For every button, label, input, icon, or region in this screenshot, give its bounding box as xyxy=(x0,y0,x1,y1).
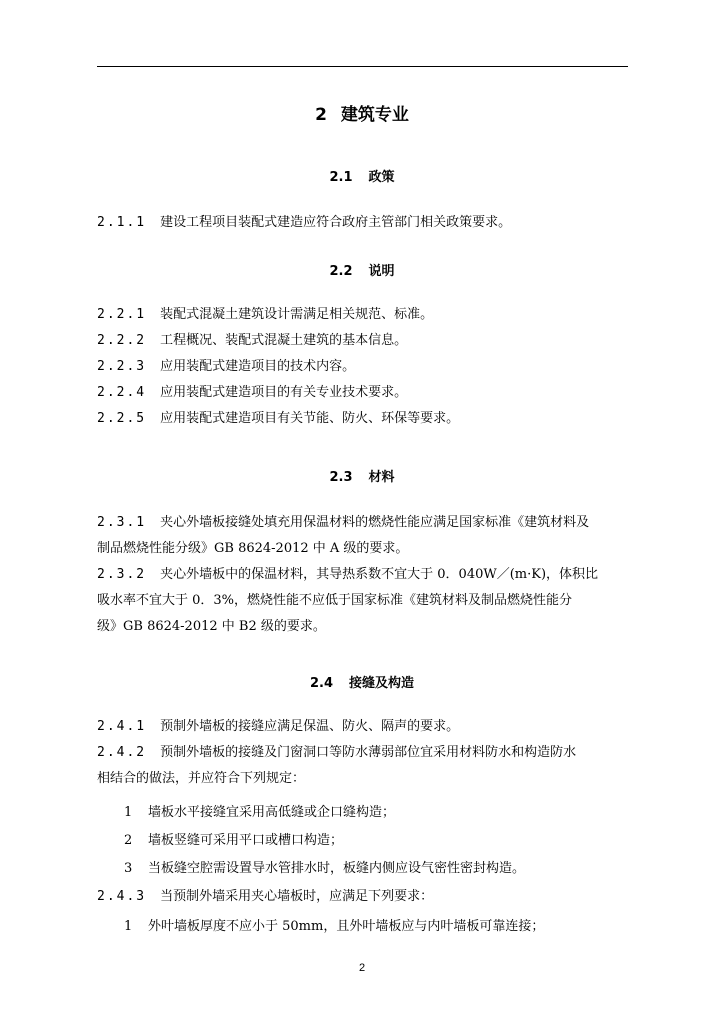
section-number: 2.4 xyxy=(309,676,333,691)
section-number: 2.2 xyxy=(329,264,353,279)
clause-number: 2.3.2 xyxy=(97,567,147,582)
clause-number: 2.2.2 xyxy=(97,333,147,348)
clause-2-2-1 xyxy=(97,302,628,328)
list-item-text: 墙板竖缝可采用平口或槽口构造； xyxy=(148,833,344,848)
chapter-heading xyxy=(0,100,724,125)
clause-text: 应用装配式建造项目的有关专业技术要求。 xyxy=(160,385,408,400)
section-title: 材料 xyxy=(368,470,395,485)
section-heading-2-4 xyxy=(0,672,724,691)
clause-number: 2.4.3 xyxy=(97,889,147,904)
clause-number: 2.2.4 xyxy=(97,385,147,400)
clause-number: 2.1.1 xyxy=(97,215,147,230)
clause-2-3-1-continuation: 制品燃烧性能分级》GB 8624-2012 中 A 级的要求。 xyxy=(97,541,409,556)
clause-text: 夹心外墙板接缝处填充用保温材料的燃烧性能应满足国家标准《建筑材料及 xyxy=(160,515,590,530)
clause-text: 夹心外墙板中的保温材料，其导热系数不宜大于 0．040W／(m·K)，体积比 xyxy=(160,567,599,582)
clause-text: 工程概况、装配式混凝土建筑的基本信息。 xyxy=(160,333,408,348)
list-item-number: 3 xyxy=(124,861,133,876)
clause-number: 2.2.1 xyxy=(97,307,147,322)
section-heading-2-3 xyxy=(0,466,724,485)
clause-2-4-3 xyxy=(97,884,628,910)
clause-text: 建设工程项目装配式建造应符合政府主管部门相关政策要求。 xyxy=(160,215,512,230)
section-heading-2-2 xyxy=(0,260,724,279)
list-item xyxy=(124,800,624,826)
chapter-title: 建筑专业 xyxy=(340,105,409,125)
clause-2-2-4 xyxy=(97,380,628,406)
clause-number: 2.2.3 xyxy=(97,359,147,374)
clause-number: 2.3.1 xyxy=(97,515,147,530)
list-item xyxy=(124,828,624,854)
clause-2-4-1 xyxy=(97,714,628,740)
list-item-number: 1 xyxy=(124,805,133,820)
clause-2-3-2 xyxy=(97,562,628,588)
clause-2-4-2-continuation: 相结合的做法，并应符合下列规定： xyxy=(97,771,306,786)
list-item xyxy=(124,914,624,940)
section-title: 说明 xyxy=(368,264,395,279)
clause-2-3-2-continuation-1: 吸水率不宜大于 0．3%，燃烧性能不应低于国家标准《建筑材料及制品燃烧性能分 xyxy=(97,593,573,608)
clause-text: 预制外墙板的接缝应满足保温、防火、隔声的要求。 xyxy=(160,719,460,734)
clause-text: 当预制外墙采用夹心墙板时，应满足下列要求： xyxy=(160,889,434,904)
section-title: 接缝及构造 xyxy=(349,676,415,691)
header-rule xyxy=(97,66,628,67)
clause-2-2-3 xyxy=(97,354,628,380)
clause-2-4-2 xyxy=(97,740,628,766)
clause-number: 2.2.5 xyxy=(97,411,147,426)
list-item-text: 外叶墙板厚度不应小于 50mm，且外叶墙板应与内叶墙板可靠连接； xyxy=(148,919,545,934)
section-number: 2.1 xyxy=(329,170,353,185)
section-heading-2-1 xyxy=(0,166,724,185)
clause-2-2-2 xyxy=(97,328,628,354)
clause-2-2-5 xyxy=(97,406,628,432)
section-number: 2.3 xyxy=(329,470,353,485)
list-item-number: 2 xyxy=(124,833,133,848)
clause-text: 应用装配式建造项目的技术内容。 xyxy=(160,359,356,374)
clause-text: 应用装配式建造项目有关节能、防火、环保等要求。 xyxy=(160,411,460,426)
clause-text: 装配式混凝土建筑设计需满足相关规范、标准。 xyxy=(160,307,434,322)
list-item-text: 当板缝空腔需设置导水管排水时，板缝内侧应设气密性密封构造。 xyxy=(148,861,526,876)
chapter-number: 2 xyxy=(315,105,327,125)
clause-2-1-1 xyxy=(97,210,628,236)
list-item-text: 墙板水平接缝宜采用高低缝或企口缝构造； xyxy=(148,805,396,820)
list-item xyxy=(124,856,624,882)
clause-2-3-1 xyxy=(97,510,628,536)
page-number: 2 xyxy=(358,962,366,974)
section-title: 政策 xyxy=(368,170,395,185)
clause-2-3-2-continuation-2: 级》GB 8624-2012 中 B2 级的要求。 xyxy=(97,619,326,634)
clause-number: 2.4.1 xyxy=(97,719,147,734)
list-item-number: 1 xyxy=(124,919,133,934)
clause-number: 2.4.2 xyxy=(97,745,147,760)
clause-text: 预制外墙板的接缝及门窗洞口等防水薄弱部位宜采用材料防水和构造防水 xyxy=(160,745,577,760)
